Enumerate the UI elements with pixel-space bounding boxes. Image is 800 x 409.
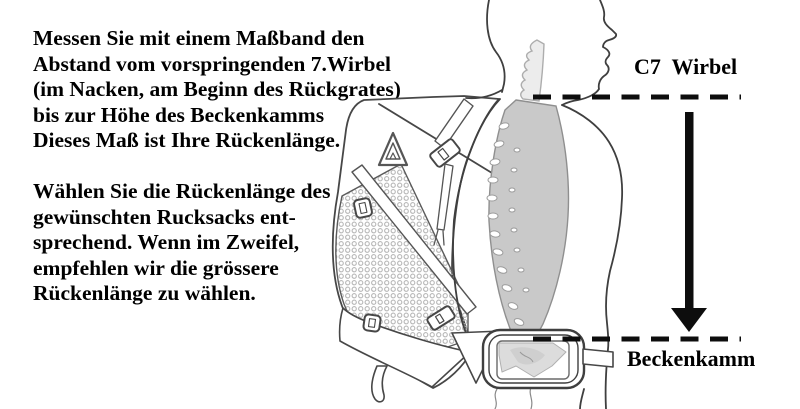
- side-loop: [353, 198, 372, 219]
- text-line: Messen Sie mit einem Maßband den: [33, 26, 365, 50]
- face-profile: [562, 0, 616, 105]
- text-line: sprechend. Wenn im Zweifel,: [33, 230, 300, 254]
- cervical-spine: [521, 40, 544, 101]
- text-line: Dieses Maß ist Ihre Rückenlänge.: [33, 128, 341, 152]
- measurement-arrow-icon: [671, 112, 707, 332]
- text-line: Abstand vom vorspringenden 7.Wirbel: [33, 51, 391, 76]
- text-line: (im Nacken, am Beginn des Rückgrates): [33, 77, 401, 101]
- bottom-strap-loop: [372, 366, 387, 402]
- belt-drawstrings: [495, 387, 532, 409]
- text-line: bis zur Höhe des Beckenkamms: [33, 102, 325, 127]
- hip-belt-pocket: [452, 330, 613, 388]
- thoracic-spine-band: [489, 100, 569, 339]
- hip-belt-strap: [583, 349, 613, 367]
- spine-illustration: [487, 40, 569, 339]
- thigh-back-outline: [580, 389, 584, 409]
- text-line: empfehlen wir die grössere: [33, 255, 279, 280]
- text-line: gewünschten Rucksacks ent-: [33, 204, 296, 229]
- head-back-outline: [487, 0, 505, 92]
- beckenkamm-label: Beckenkamm: [627, 346, 756, 371]
- text-line: Wählen Sie die Rückenlänge des: [33, 179, 331, 203]
- c7-wirbel-label: C7 Wirbel: [634, 54, 738, 79]
- text-line: Rückenlänge zu wählen.: [33, 281, 256, 305]
- side-loop: [363, 314, 381, 332]
